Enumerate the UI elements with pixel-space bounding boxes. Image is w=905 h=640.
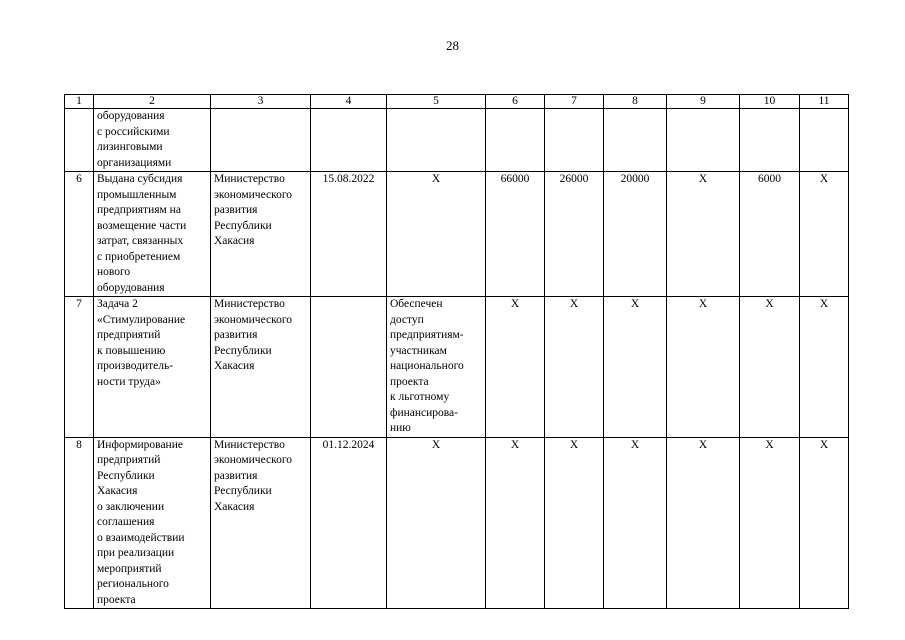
- value-cell: X: [800, 437, 849, 609]
- column-header: 9: [667, 95, 740, 109]
- table-row: [65, 172, 849, 297]
- measure-name: Выдана субсидия промышленным предприятиям на возмещение части затрат, связанных с приобретением нового оборудования: [94, 172, 211, 297]
- row-number: 6: [65, 172, 94, 297]
- value-cell: 66000: [486, 172, 545, 297]
- value-cell: X: [545, 297, 604, 438]
- value-cell: X: [800, 172, 849, 297]
- value-cell: 20000: [604, 172, 667, 297]
- value-cell: [800, 109, 849, 172]
- expected-result: X: [387, 172, 486, 297]
- page-number: 28: [446, 38, 459, 53]
- column-header: 2: [94, 95, 211, 109]
- deadline-date: [311, 109, 387, 172]
- value-cell: [740, 109, 800, 172]
- responsible-executor: Министерство экономического развития Республики Хакасия: [211, 172, 311, 297]
- value-cell: [604, 109, 667, 172]
- column-header: 11: [800, 95, 849, 109]
- row-number: 7: [65, 297, 94, 438]
- value-cell: X: [740, 437, 800, 609]
- column-header: 1: [65, 95, 94, 109]
- column-header: 4: [311, 95, 387, 109]
- row-number: 8: [65, 437, 94, 609]
- plan-table: [64, 94, 849, 609]
- measure-name: Информирование предприятий Республики Хакасия о заключении соглашения о взаимодействии при реализации мероприятий регионального проекта: [94, 437, 211, 609]
- column-header: 10: [740, 95, 800, 109]
- value-cell: 26000: [545, 172, 604, 297]
- measure-name: оборудования с российскими лизинговыми организациями: [94, 109, 211, 172]
- column-header: 8: [604, 95, 667, 109]
- deadline-date: [311, 297, 387, 438]
- table-row: [65, 297, 849, 438]
- responsible-executor: Министерство экономического развития Республики Хакасия: [211, 437, 311, 609]
- value-cell: X: [667, 437, 740, 609]
- value-cell: X: [667, 172, 740, 297]
- value-cell: X: [740, 297, 800, 438]
- responsible-executor: [211, 109, 311, 172]
- column-header: 7: [545, 95, 604, 109]
- value-cell: X: [604, 297, 667, 438]
- value-cell: [545, 109, 604, 172]
- deadline-date: 01.12.2024: [311, 437, 387, 609]
- value-cell: X: [486, 297, 545, 438]
- expected-result: Обеспечен доступ предприятиям- участникам национального проекта к льготному финансирова- нию: [387, 297, 486, 438]
- value-cell: X: [486, 437, 545, 609]
- expected-result: [387, 109, 486, 172]
- responsible-executor: Министерство экономического развития Республики Хакасия: [211, 297, 311, 438]
- value-cell: X: [800, 297, 849, 438]
- value-cell: X: [667, 297, 740, 438]
- column-header: 3: [211, 95, 311, 109]
- deadline-date: 15.08.2022: [311, 172, 387, 297]
- value-cell: X: [604, 437, 667, 609]
- measure-name: Задача 2 «Стимулирование предприятий к повышению производитель- ности труда»: [94, 297, 211, 438]
- value-cell: X: [545, 437, 604, 609]
- column-header: 6: [486, 95, 545, 109]
- expected-result: X: [387, 437, 486, 609]
- value-cell: [667, 109, 740, 172]
- column-number-row: [65, 95, 849, 109]
- value-cell: [486, 109, 545, 172]
- column-header: 5: [387, 95, 486, 109]
- table-row: [65, 109, 849, 172]
- value-cell: 6000: [740, 172, 800, 297]
- row-number: [65, 109, 94, 172]
- table-row: [65, 437, 849, 609]
